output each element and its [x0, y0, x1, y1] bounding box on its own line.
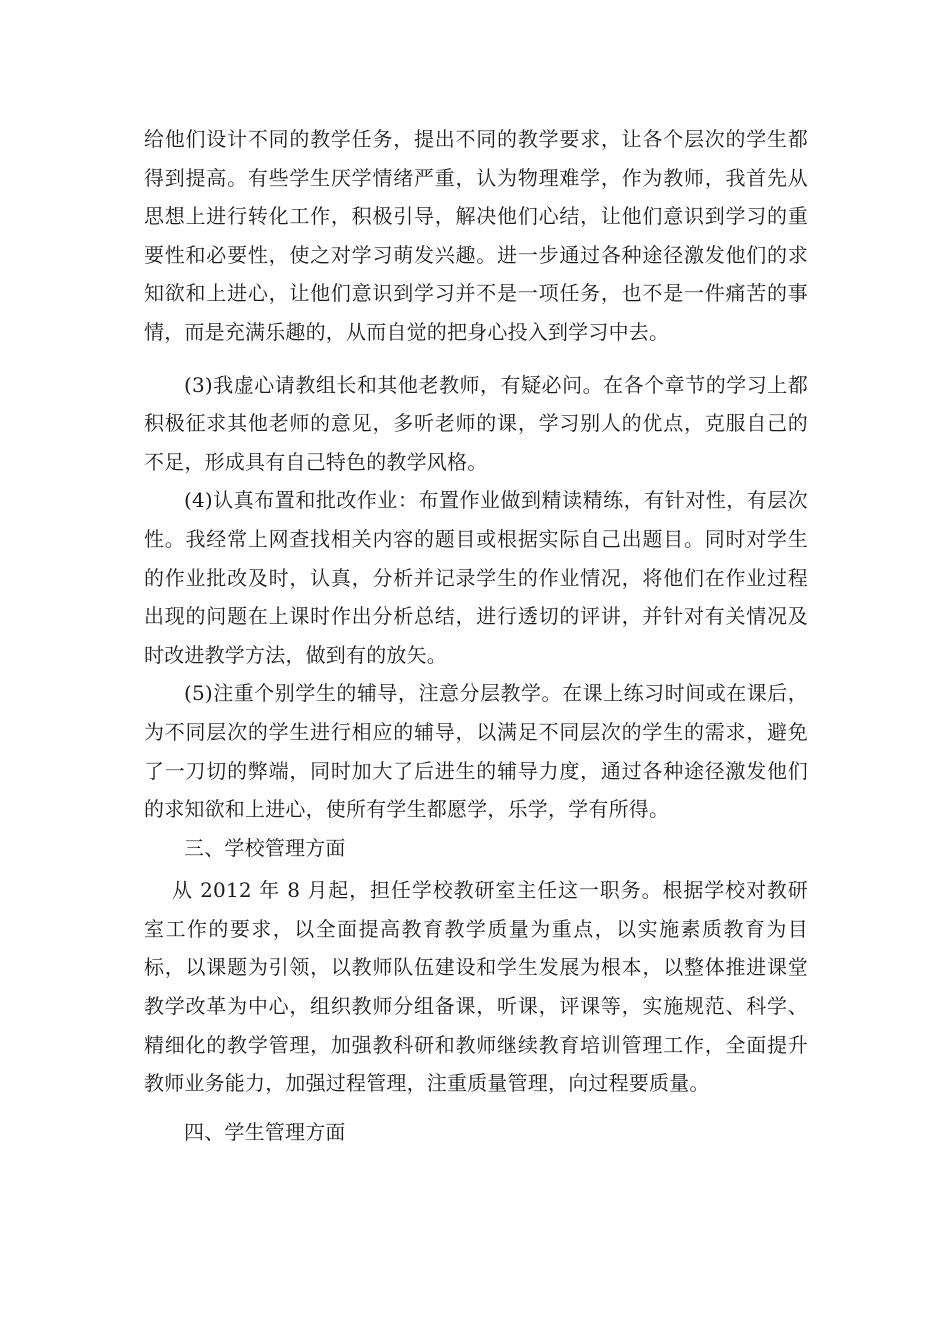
document-body [144, 120, 808, 1151]
paragraph-item-4: (4)认真布置和批改作业：布置作业做到精读精练，有针对性，有层次性。我经常上网查找相关内容的题目或根据实际自己出题目。同时对学生的作业批改及时，认真，分析并记录学生的作业情况，将他们在作业过程出现的问题在上课时作出分析总结，进行透切的评讲，并针对有关情况及时改进教学方法，做到有的放矢。 [144, 488, 808, 667]
paragraph-item-3: (3)我虚心请教组长和其他老教师，有疑必问。在各个章节的学习上都积极征求其他老师的意见，多听老师的课，学习别人的优点，克服自己的不足，形成具有自己特色的教学风格。 [144, 372, 808, 474]
section-heading-student-management: 四、学生管理方面 [184, 1119, 346, 1144]
paragraph-item-5: (5)注重个别学生的辅导，注意分层教学。在课上练习时间或在课后，为不同层次的学生进行相应的辅导，以满足不同层次的学生的需求，避免了一刀切的弊端，同时加大了后进生的辅导力度，通过各种途径激发他们的求知欲和上进心，使所有学生都愿学，乐学，学有所得。 [144, 681, 808, 822]
paragraph-teaching-tasks: 给他们设计不同的教学任务，提出不同的教学要求，让各个层次的学生都得到提高。有些学生厌学情绪严重，认为物理难学，作为教师，我首先从思想上进行转化工作，积极引导，解决他们心结，让他们意识到学习的重要性和必要性，使之对学习萌发兴趣。进一步通过各种途径激发他们的求知欲和上进心，让他们意识到学习并不是一项任务，也不是一件痛苦的事情，而是充满乐趣的，从而自觉的把身心投入到学习中去。 [144, 127, 808, 344]
section-heading-school-management: 三、学校管理方面 [184, 835, 346, 860]
paragraph-research-office: 从 2012 年 8 月起，担任学校教研室主任这一职务。根据学校对教研室工作的要求，以全面提高教育教学质量为重点，以实施素质教育为目标，以课题为引领，以教师队伍建设和学生发展为根本，以整体推进课堂教学改革为中心，组织教师分组备课，听课，评课等，实施规范、科学、精细化的教学管理，加强教科研和教师继续教育培训管理工作，全面提升教师业务能力，加强过程管理，注重质量管理，向过程要质量。 [144, 878, 808, 1096]
